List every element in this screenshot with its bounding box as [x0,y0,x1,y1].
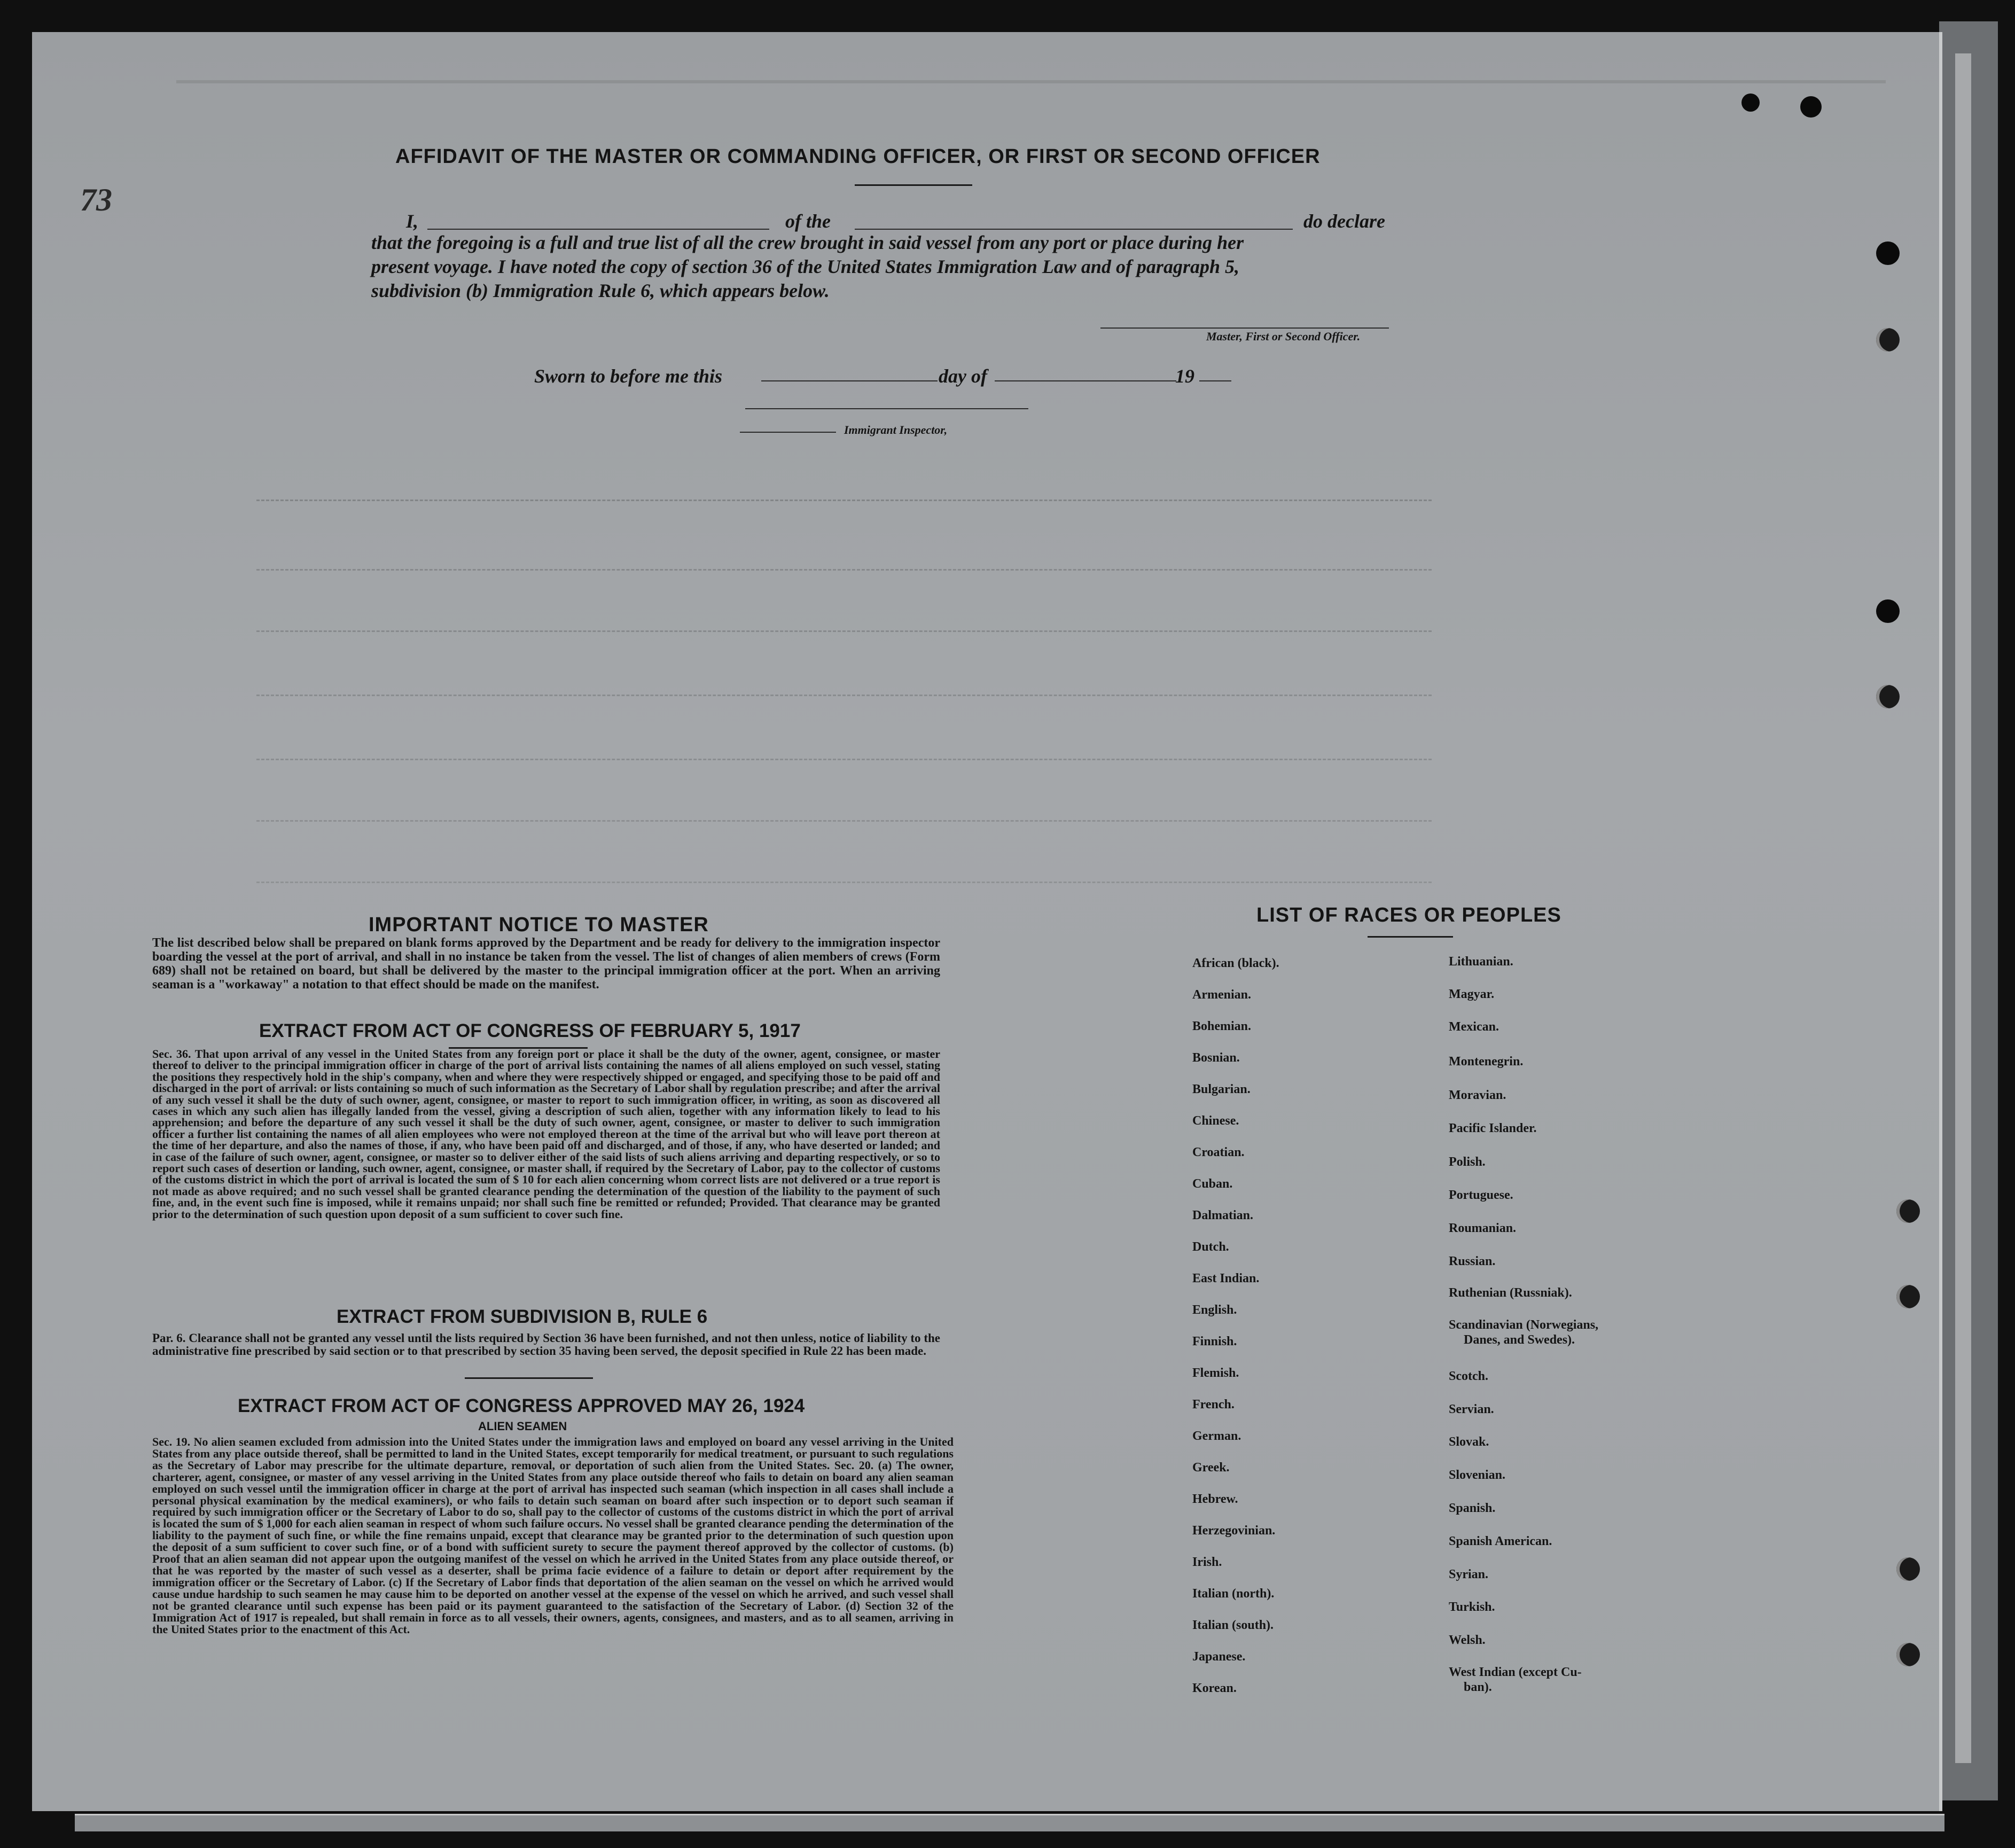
faint-guide-line [256,500,1432,501]
binder-hole [1896,1285,1920,1308]
do-declare-label: do declare [1303,210,1385,232]
i-label: I, [406,210,419,232]
affidavit-title: AFFIDAVIT OF THE MASTER OR COMMANDING OFFICER, OR FIRST OR SECOND OFFICER [395,145,1321,168]
race-item: Chinese. [1192,1114,1239,1128]
rule6-body: Par. 6. Clearance shall not be granted any vessel until the lists required by Section 36 have been furnished, and not then unless, notice of liability to the administrative fine prescribed by said section or to that prescribed by section 35 having been served, the deposit specified in Rule 22 has been made. [152,1331,940,1358]
race-item: Montenegrin. [1449,1055,1524,1069]
race-item: Flemish. [1192,1366,1239,1380]
race-item: Scotch. [1449,1369,1488,1383]
race-item: Slovak. [1449,1435,1489,1449]
affidavit-line3: subdivision (b) Immigration Rule 6, which appears below. [371,280,830,301]
binder-hole [1876,241,1900,265]
race-item: Moravian. [1449,1088,1506,1102]
faint-guide-line [256,759,1432,760]
bleed-through-text [176,80,1886,105]
binder-hole [1876,685,1900,708]
race-item: African (black). [1192,956,1279,970]
race-item: Scandinavian (Norwegians, [1449,1318,1599,1332]
day-of-label: day of [939,365,987,387]
sworn-month-line [995,380,1176,381]
race-item: West Indian (except Cu- [1449,1665,1582,1679]
page-edge-right-inner [1955,53,1971,1763]
race-item: Portuguese. [1449,1188,1513,1202]
extract-1924-body: Sec. 19. No alien seamen excluded from admission into the United States under the immigration laws and employed on board any vessel arriving in the United States from any place outside thereof, shall be permitted to land in the United States, except temporarily for medical treatment, or pursuant to such regulations as the Secretary of Labor may prescribe for the ultimate departure, removal, or deportation of such alien from the United States. Sec. 20. (a) The owner, charterer, agent, consignee, or master of any vessel arriving in the United States from any place outside thereof who fails to detain on board any alien seaman employed on such vessel until the immigration officer in charge at the port of arrival has inspected such seaman (which inspection in all cases shall include a personal physical examination by the medical examiners), or who fails to detain such seaman on board after such inspection or to deport such seaman if required by such immigration officer or the Secretary of Labor to do so, shall pay to the collector of customs of the customs district in which the port of arrival is located the sum of $ 1,000 for each alien seaman in respect of whom such failure occurs. No vessel shall be granted clearance pending the determination of the liability to the payment of such fine, or while the fine remains unpaid, except that clearance may be granted prior to the determination of such question upon the deposit of a sum sufficient to cover such fine, or of a bond with sufficient surety to secure the payment thereof approved by the collector of customs. (b) Proof that an alien seaman did not appear upon the outgoing manifest of the vessel on which he arrived in the United States from any place outside thereof, or that he was reported by the master of such vessel as a deserter, shall be prima facie evidence of a failure to detain or deport after requirement by the immigration officer or the Secretary of Labor. (c) If the Secretary of Labor finds that deportation of the alien seaman on the vessel on which he arrived would cause undue hardship to such seamen he may cause him to be deported on another vessel at the expense of the vessel on which he arrived, and such vessel shall not be granted clearance until such expense has been paid or its payment guaranteed to the satisfaction of the Secretary of Labor. (d) Section 32 of the Immigration Act of 1917 is repealed, but shall remain in force as to all vessels, their owners, agents, consignees, and masters, and as to all seamen, arriving in the United States prior to the enactment of this Act. [152,1435,954,1636]
race-item: Armenian. [1192,988,1251,1002]
race-item: Polish. [1449,1155,1486,1169]
affidavit-line1: that the foregoing is a full and true list of all the crew brought in said vessel from any port or place during her [371,232,1244,253]
name-line [427,229,769,230]
binder-hole [1876,328,1900,352]
race-item: Roumanian. [1449,1221,1517,1235]
notice-title: IMPORTANT NOTICE TO MASTER [369,914,709,936]
binder-hole [1896,1199,1920,1223]
punch-hole-small [1741,93,1760,112]
race-item: Korean. [1192,1681,1237,1695]
race-item: Magyar. [1449,987,1495,1001]
sworn-label: Sworn to before me this [534,365,723,387]
race-item: ban). [1464,1680,1492,1694]
title-underline [855,184,972,186]
extract-1917-title: EXTRACT FROM ACT OF CONGRESS OF FEBRUARY 5, 1917 [259,1020,801,1041]
affidavit-line2: present voyage. I have noted the copy of section 36 of the United States Immigration Law and of paragraph 5, [371,256,1239,277]
race-item: Croatian. [1192,1145,1245,1159]
rule6-title: EXTRACT FROM SUBDIVISION B, RULE 6 [337,1306,708,1327]
race-item: Dutch. [1192,1240,1229,1254]
race-item: Syrian. [1449,1568,1489,1581]
race-item: Greek. [1192,1461,1230,1475]
race-item: Cuban. [1192,1177,1233,1191]
race-item: Hebrew. [1192,1492,1238,1506]
race-item: Spanish. [1449,1501,1496,1515]
race-item: Danes, and Swedes). [1464,1333,1575,1347]
race-item: Irish. [1192,1555,1222,1569]
faint-guide-line [256,820,1432,822]
rule6-underline [465,1377,593,1379]
race-item: Slovenian. [1449,1468,1506,1482]
race-item: Italian (south). [1192,1618,1274,1632]
race-item: Spanish American. [1449,1534,1552,1548]
signature-line [1100,328,1389,329]
sworn-year-line [1199,380,1231,381]
extract-1924-title: EXTRACT FROM ACT OF CONGRESS APPROVED MAY 26, 1924 [238,1395,805,1416]
race-item: French. [1192,1398,1235,1412]
race-item: Bosnian. [1192,1051,1240,1065]
inspector-caption: Immigrant Inspector, [844,423,948,436]
race-item: Welsh. [1449,1633,1486,1647]
vessel-line [855,229,1293,230]
race-item: East Indian. [1192,1272,1260,1285]
faint-guide-line [256,569,1432,571]
signature-caption: Master, First or Second Officer. [1206,330,1361,343]
margin-note: 73 [80,182,112,217]
of-the-label: of the [785,210,831,232]
binder-hole [1896,1557,1920,1581]
faint-guide-line [256,695,1432,696]
inspector-line-short [740,432,836,433]
race-item: Lithuanian. [1449,955,1513,969]
race-item: Dalmatian. [1192,1208,1253,1222]
race-item: Pacific Islander. [1449,1121,1537,1135]
race-item: Bulgarian. [1192,1082,1251,1096]
race-item: Turkish. [1449,1600,1495,1614]
punch-hole-small [1800,96,1822,118]
notice-body: The list described below shall be prepared on blank forms approved by the Department and be ready for delivery to the immigration inspector boarding the vessel at the port of arrival, and shall in no instance be taken from the vessel. The list of changes of alien members of crews (Form 689) shall not be retained on board, but shall be delivered by the master to the principal immigration officer at the port. When an arriving seaman is a "workaway" a notation to that effect should be made on the manifest. [152,936,940,992]
race-item: Servian. [1449,1402,1494,1416]
race-item: Ruthenian (Russniak). [1449,1286,1572,1300]
race-item: Bohemian. [1192,1019,1252,1033]
race-item: Italian (north). [1192,1587,1275,1601]
races-underline [1368,936,1453,938]
race-item: Finnish. [1192,1335,1237,1348]
extract-1924-subtitle: ALIEN SEAMEN [478,1420,567,1433]
faint-guide-line [256,882,1432,883]
year-label: 19 [1175,365,1194,387]
page-edge-bottom [75,1814,1944,1831]
sworn-day-line [761,380,938,381]
race-item: Japanese. [1192,1650,1246,1664]
race-item: Russian. [1449,1254,1496,1268]
inspector-line [745,408,1028,409]
extract-1917-body: Sec. 36. That upon arrival of any vessel in the United States from any foreign port or place it shall be the duty of the owner, agent, consignee, or master thereof to deliver to the principal immigration officer in charge of the port of arrival lists containing the names of all aliens employed on such vessel, stating the positions they respectively hold in the ship's company, when and where they were respectively shipped or engaged, and specifying those to be paid off and discharged in the port of arrival: or lists containing so much of such information as the Secretary of Labor shall by regulation prescribe; and after the arrival of any such vessel it shall be the duty of such owner, agent, consignee, or master to report to such immigration officer, in writing, as soon as discovered all cases in which any such alien has illegally landed from the vessel, giving a description of such alien, together with any information likely to lead to his apprehension; and before the departure of any such vessel it shall be the duty of such owner, agent, consignee, or master to deliver to such immigration officer a further list containing the names of all alien employees who were not employed thereon at the time of the arrival but who will leave port thereon at the time of her departure, and also the names of those, if any, who have been paid off and discharged, and of those, if any, who have deserted or landed; and in case of the failure of such owner, agent, consignee, or master so to deliver either of the said lists of such aliens arriving and departing respectively, or so to report such cases of desertion or landing, such owner, agent, consignee, or master shall, if required by the Secretary of Labor, pay to the collector of customs of the customs district in which the port of arrival is located the sum of $ 10 for each alien concerning whom correct lists are not delivered or a true report is not made as above required; and no such vessel shall be granted clearance pending the determination of the question of the liability to the payment of such fine, and, in the event such fine is imposed, while it remains unpaid; nor shall such fine be remitted or refunded; Provided. That clearance may be granted prior to the determination of such question upon deposit of a sum sufficient to cover such fine. [152,1047,940,1221]
race-item: Herzegovinian. [1192,1524,1276,1538]
binder-hole [1896,1643,1920,1666]
races-title: LIST OF RACES OR PEOPLES [1256,904,1561,926]
race-item: Mexican. [1449,1020,1499,1034]
race-item: German. [1192,1429,1241,1443]
binder-hole [1876,599,1900,623]
faint-guide-line [256,630,1432,632]
race-item: English. [1192,1303,1237,1317]
